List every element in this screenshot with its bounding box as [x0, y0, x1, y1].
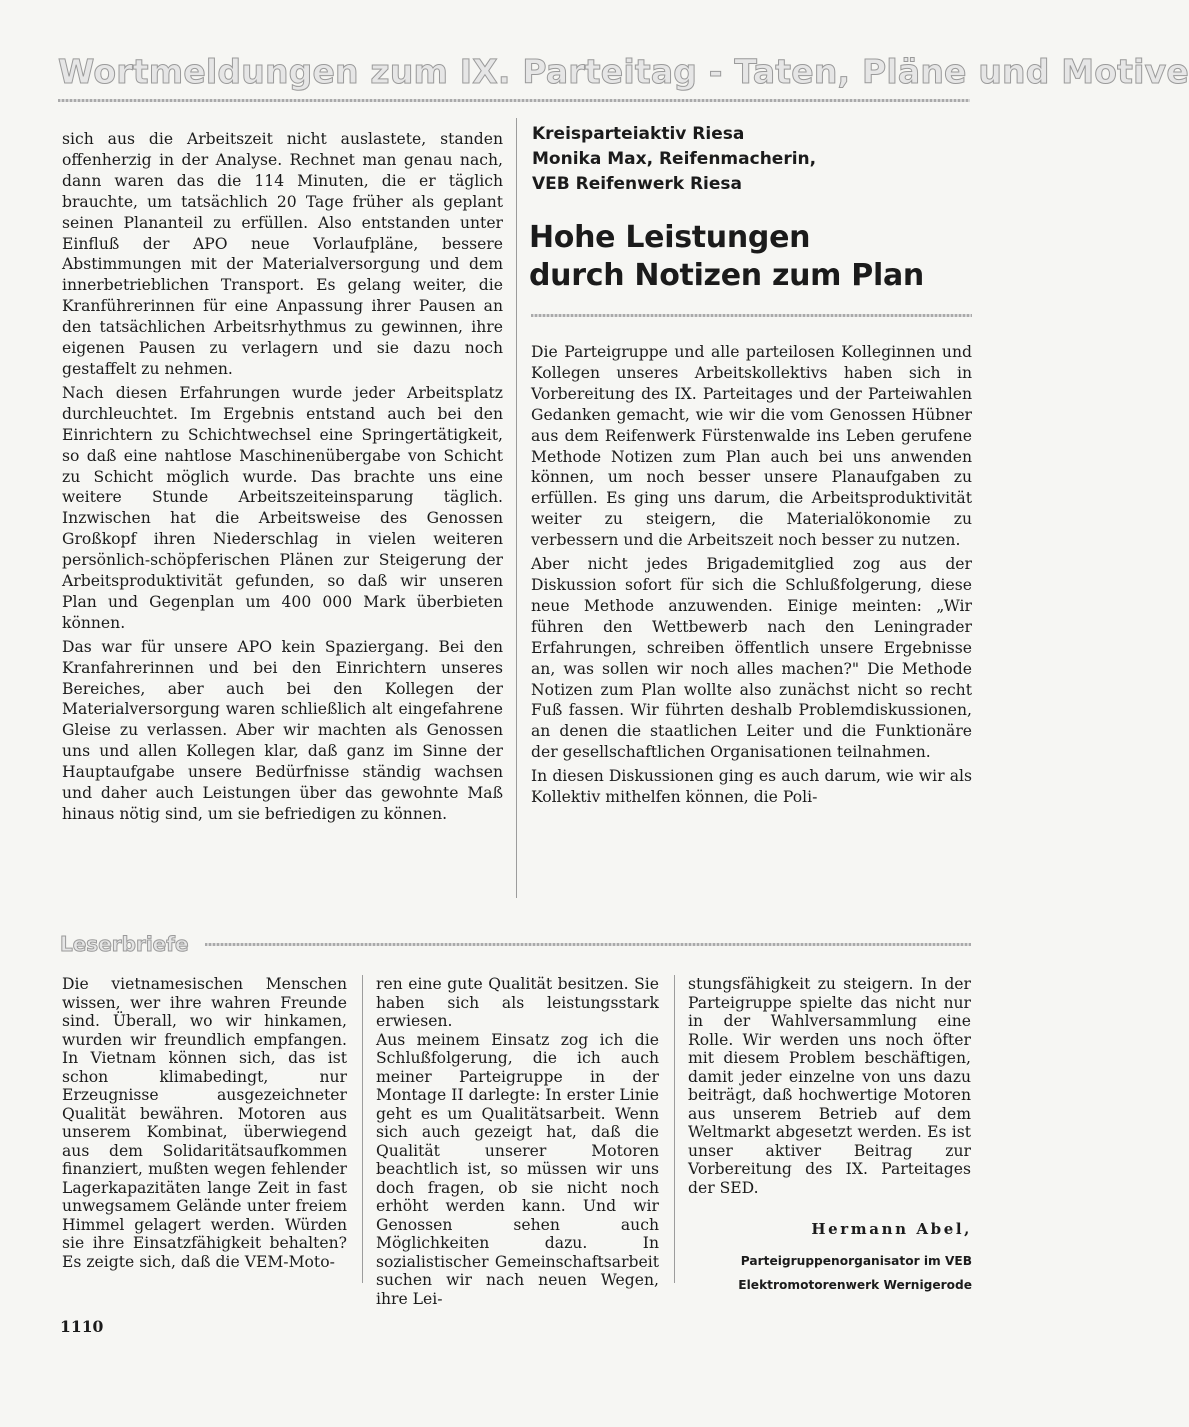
- left-column-text: [62, 129, 503, 825]
- article-body: [531, 342, 972, 808]
- letter-separator: [362, 975, 363, 1283]
- byline-line: Kreisparteiaktiv Riesa: [532, 124, 745, 144]
- headline-divider: [531, 314, 972, 317]
- left-paragraph: Nach diesen Erfahrungen wurde jeder Arbeitsplatz durchleuchtet. Im Ergebnis entstand auch bei den Einrichtern zu Schichtwechsel eine Springertätigkeit, so daß eine nahtlose Maschinenübergabe von Schicht zu Schicht möglich wurde. Das brachte uns eine weitere Stunde Arbeitszeiteinsparung täglich. Inzwischen hat die Arbeitsweise des Genossen Großkopf ihren Niederschlag in vielen weiteren persönlich-schöpferischen Plänen zur Steigerung der Arbeitsproduktivität gefunden, so daß wir unseren Plan und Gegenplan um 400 000 Mark überbieten können.: [62, 383, 503, 632]
- byline-line: VEB Reifenwerk Riesa: [532, 174, 743, 194]
- article-paragraph: In diesen Diskussionen ging es auch darum, wie wir als Kollektiv mithelfen können, die Poli-: [531, 767, 972, 807]
- letter-paragraph: stungsfähigkeit zu steigern. In der Parteigruppe spielte das nicht nur in der Wahlversammlung eine Rolle. Wir werden uns noch öfter mit diesem Problem beschäftigen, damit jeder einzelne von uns dazu beiträgt, daß hochwertige Motoren aus unserem Betrieb auf dem Weltmarkt abgesetzt werden. Es ist unser aktiver Beitrag zur Vorbereitung des IX. Parteitages der SED.: [688, 975, 971, 1197]
- header-divider: [58, 99, 970, 102]
- signature-role-line: Elektromotorenwerk Wernigerode: [738, 1278, 972, 1292]
- column-separator: [516, 118, 517, 898]
- letter-separator: [674, 975, 675, 1283]
- section-divider: [205, 943, 971, 946]
- letter-column-2: [376, 975, 659, 1308]
- headline-line: durch Notizen zum Plan: [529, 258, 924, 293]
- article-paragraph: Aber nicht jedes Brigademitglied zog aus der Diskussion sofort für sich die Schlußfolgerung, diese neue Methode anzuwenden. Einige meinten: „Wir führen den Wettbewerb nach den Leningrader Erfahrungen, schreiben öffentlich unsere Ergebnisse an, was sollen wir noch alles machen?" Die Methode Notizen zum Plan wollte also zunächst nicht so recht Fuß fassen. Wir führten deshalb Problemdiskussionen, an denen die staatlichen Leiter und die Funktionäre der gesellschaftlichen Organisationen teilnahmen.: [531, 555, 972, 762]
- byline-line: Monika Max, Reifenmacherin,: [532, 149, 817, 169]
- letter-signature-name: Hermann Abel,: [811, 1220, 972, 1238]
- headline-line: Hohe Leistungen: [529, 220, 811, 255]
- article-headline: [529, 219, 979, 295]
- letter-paragraph: Aus meinem Einsatz zog ich die Schlußfolgerung, die ich auch meiner Parteigruppe in der Montage II darlegte: In erster Linie geht es um Qualitätsarbeit. Wenn sich auch gezeigt hat, daß die Qualität unserer Motoren beachtlich ist, so müssen wir uns doch fragen, ob sie nicht noch erhöht werden kann. Und wir Genossen sehen auch Möglichkeiten dazu. In sozialistischer Gemeinschaftsarbeit suchen wir nach neuen Wegen, ihre Lei-: [376, 1030, 659, 1308]
- page-header-title: Wortmeldungen zum IX. Parteitag - Taten, Pläne und Motive: [58, 52, 1189, 91]
- signature-role-line: Parteigruppenorganisator im VEB: [740, 1254, 972, 1268]
- letter-paragraph: ren eine gute Qualität besitzen. Sie haben sich als leistungsstark erwiesen.: [376, 975, 659, 1030]
- letter-paragraph: Die vietnamesischen Menschen wissen, wer ihre wahren Freunde sind. Überall, wo wir hinkamen, wurden wir freundlich empfangen. In Vietnam können sich, das ist schon klimabedingt, nur Erzeugnisse ausgezeichneter Qualität bewähren. Motoren aus unserem Kombinat, überwiegend aus dem Solidaritätsaufkommen finanziert, mußten wegen fehlender Lagerkapazitäten lange Zeit in fast unwegsamem Gelände unter freiem Himmel gelagert werden. Würden sie ihre Einsatzfähigkeit behalten? Es zeigte sich, daß die VEM-Moto-: [62, 975, 347, 1271]
- article-paragraph: Die Parteigruppe und alle parteilosen Kolleginnen und Kollegen unseres Arbeitskollektivs haben sich in Vorbereitung des IX. Parteitages und der Parteiwahlen Gedanken gemacht, wie wir die vom Genossen Hübner aus dem Reifenwerk Fürstenwalde ins Leben gerufene Methode Notizen zum Plan auch bei uns anwenden können, um noch besser unsere Planaufgaben zu erfüllen. Es ging uns darum, die Arbeitsproduktivität weiter zu steigern, die Materialökonomie zu verbessern und die Arbeitszeit noch besser zu nutzen.: [531, 343, 972, 550]
- left-paragraph: sich aus die Arbeitszeit nicht auslastete, standen offenherzig in der Analyse. Rechnet man genau nach, dann waren das die 114 Minuten, die er täglich brauchte, um tatsächlich 20 Tage früher als geplant seinen Plananteil zu erfüllen. Also entstanden unter Einfluß der APO neue Vorlaufpläne, bessere Abstimmungen mit der Materialversorgung und dem innerbetrieblichen Transport. Es gelang weiter, die Kranführerinnen für eine Anpassung ihrer Pausen an den tatsächlichen Arbeitsrhythmus zu gewinnen, ihre eigenen Pausen zu verlagern und sie dazu noch gestaffelt zu nehmen.: [62, 130, 503, 378]
- article-byline: [532, 122, 973, 197]
- letter-column-3: [688, 975, 971, 1197]
- letter-column-1: [62, 975, 347, 1271]
- section-title: Leserbriefe: [60, 932, 189, 956]
- letter-signature-role: [688, 1249, 972, 1297]
- page-number: 1110: [60, 1317, 104, 1336]
- left-paragraph: Das war für unsere APO kein Spaziergang. Bei den Kranfahrerinnen und bei den Einrichtern unseres Bereiches, aber auch bei den Kollegen der Materialversorgung waren schließlich alt eingefahrene Gleise zu verlassen. Aber wir machten als Genossen uns und allen Kollegen klar, daß ganz im Sinne der Hauptaufgabe unsere Bedürfnisse ständig wachsen und daher auch Leistungen über das gewohnte Maß hinaus nötig sind, um sie befriedigen zu können.: [62, 637, 503, 823]
